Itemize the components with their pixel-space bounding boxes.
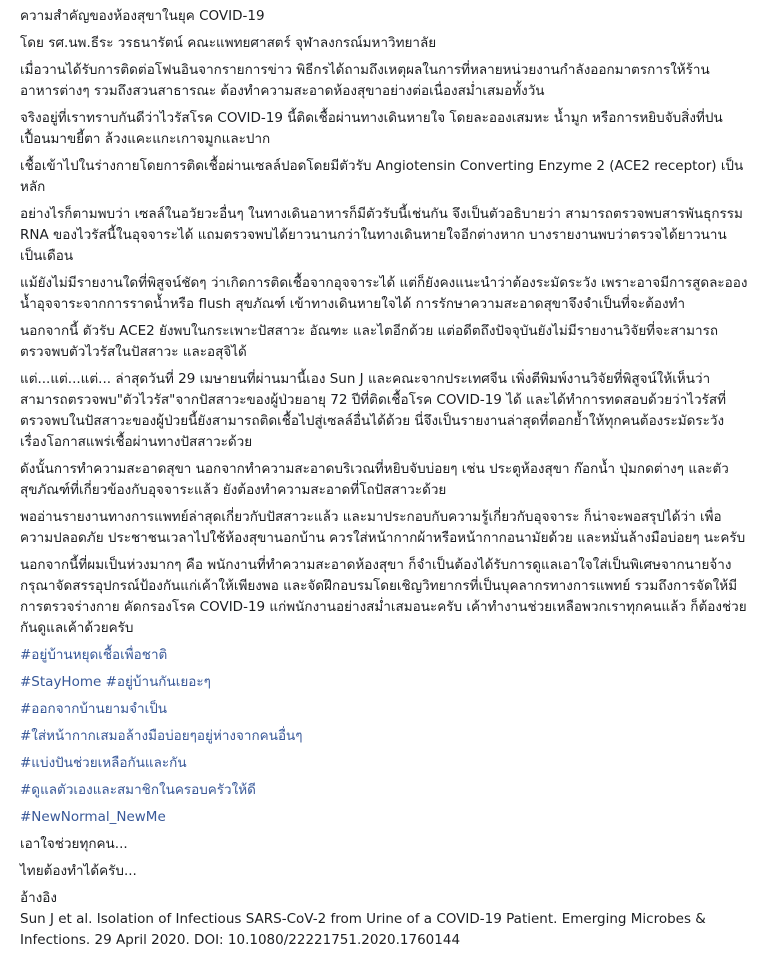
paragraph: เมื่อวานได้รับการติดต่อโฟนอินจากรายการข่าว พิธีกรได้ถามถึงเหตุผลในการที่หลายหน่วยงานกำลังออกมาตรการให้ร้านอาหารต่างๆ รวมถึงสวนสาธารณะ ต้องทำความสะอาดห้องสุขาอย่างต่อเนื่องสม่ำเสมอทั้งวัน: [20, 62, 710, 99]
paragraph: แม้ยังไม่มีรายงานใดที่พิสูจน์ชัดๆ ว่าเกิดการติดเชื้อจากอุจจาระได้ แต่ก็ยังคงแนะนำว่าต้องระมัดระวัง เพราะอาจมีการสูดละอองน้ำอุจจาระจากการราดน้ำหรือ flush สุขภัณฑ์ เข้าทางเดินหายใจได้ การรักษาความสะอาดสุขาจึงจำเป็นที่จะต้องทำ: [20, 275, 748, 312]
post-body: [20, 6, 748, 951]
post-author: โดย รศ.นพ.ธีระ วรธนารัตน์ คณะแพทยศาสตร์ จุฬาลงกรณ์มหาวิทยาลัย: [20, 35, 437, 51]
hashtag-link[interactable]: #แบ่งปันช่วยเหลือกันและกัน: [20, 755, 187, 771]
hashtag-link[interactable]: #StayHome #อยู่บ้านกันเยอะๆ: [20, 674, 211, 690]
paragraph: เชื้อเข้าไปในร่างกายโดยการติดเชื้อผ่านเซลล์ปอดโดยมีตัวรับ Angiotensin Converting Enzyme 2 (ACE2 receptor) เป็นหลัก: [20, 158, 744, 195]
closing-line: เอาใจช่วยทุกคน...: [20, 836, 128, 852]
paragraph: อย่างไรก็ตามพบว่า เซลล์ในอวัยวะอื่นๆ ในทางเดินอาหารก็มีตัวรับนี้เช่นกัน จึงเป็นตัวอธิบายว่า สามารถตรวจพบสารพันธุกรรม RNA ของไวรัสนี้ในอุจจาระได้ แถมตรวจพบได้ยาวนานกว่าในทางเดินหายใจอีกต่างหาก บางรายงานพบว่าตรวจได้ยาวนานเป็นเดือน: [20, 206, 743, 264]
paragraph: แต่...แต่...แต่... ล่าสุดวันที่ 29 เมษายนที่ผ่านมานี้เอง Sun J และคณะจากประเทศจีน เพิ่งตีพิมพ์งานวิจัยที่พิสูจน์ให้เห็นว่า สามารถตรวจพบ"ตัวไวรัส"จากปัสสาวะของผู้ป่วยอายุ 72 ปีที่ติดเชื้อโรค COVID-19 ได้ และได้ทำการทดสอบด้วยว่าไวรัสที่ตรวจพบในปัสสาวะของผู้ป่วยนี้ยังสามารถติดเชื้อไปสู่เซลล์อื่นได้ด้วย นี่จึงเป็นรายงานล่าสุดที่ตอกย้ำให้ทุกคนต้องระมัดระวังเรื่องโอกาสแพร่เชื้อผ่านทางปัสสาวะด้วย: [20, 371, 727, 450]
post-title: ความสำคัญของห้องสุขาในยุค COVID-19: [20, 8, 265, 24]
hashtag-link[interactable]: #อยู่บ้านหยุดเชื้อเพื่อชาติ: [20, 647, 168, 663]
paragraph: ดังนั้นการทำความสะอาดสุขา นอกจากทำความสะอาดบริเวณที่หยิบจับบ่อยๆ เช่น ประตูห้องสุขา ก๊อกน้ำ ปุ่มกดต่างๆ และตัวสุขภัณฑ์ที่เกี่ยวข้องกับอุจจาระแล้ว ยังต้องทำความสะอาดที่โถปัสสาวะด้วย: [20, 461, 729, 498]
paragraph: จริงอยู่ที่เราทราบกันดีว่าไวรัสโรค COVID-19 นี้ติดเชื้อผ่านทางเดินหายใจ โดยละอองเสมหะ น้ำมูก หรือการหยิบจับสิ่งที่ปนเปื้อนมาขยี้ตา ล้วงแคะแกะเกาจมูกและปาก: [20, 110, 723, 147]
hashtag-link[interactable]: #ใส่หน้ากากเสมอล้างมือบ่อยๆอยู่ห่างจากคนอื่นๆ: [20, 728, 303, 744]
paragraph: นอกจากนี้ที่ผมเป็นห่วงมากๆ คือ พนักงานที่ทำความสะอาดห้องสุขา ก็จำเป็นต้องได้รับการดูแลเอาใจใส่เป็นพิเศษจากนายจ้าง กรุณาจัดสรรอุปกรณ์ป้องกันแก่เค้าให้เพียงพอ และจัดฝึกอบรมโดยเชิญวิทยากรที่เป็นบุคลากรทางการแพทย์ รวมถึงการจัดให้มีการตรวจร่างกาย คัดกรองโรค COVID-19 แก่พนักงานอย่างสม่ำเสมอนะครับ เค้าทำงานช่วยเหลือพวกเราทุกคนแล้ว ก็ต้องช่วยกันดูแลเค้าด้วยครับ: [20, 557, 747, 636]
hashtag-link[interactable]: #NewNormal_NewMe: [20, 809, 166, 825]
hashtag-link[interactable]: #ดูแลตัวเองและสมาชิกในครอบครัวให้ดี: [20, 782, 256, 798]
paragraph: นอกจากนี้ ตัวรับ ACE2 ยังพบในกระเพาะปัสสาวะ อัณฑะ และไตอีกด้วย แต่อดีตถึงปัจจุบันยังไม่มีรายงานวิจัยที่จะสามารถตรวจพบตัวไวรัสในปัสสาวะ และอสุจิได้: [20, 323, 719, 360]
hashtag-link[interactable]: #ออกจากบ้านยามจำเป็น: [20, 701, 168, 717]
paragraph: พออ่านรายงานทางการแพทย์ล่าสุดเกี่ยวกับปัสสาวะแล้ว และมาประกอบกับความรู้เกี่ยวกับอุจจาระ ก็น่าจะพอสรุปได้ว่า เพื่อความปลอดภัย ประชาชนเวลาไปใช้ห้องสุขานอกบ้าน ควรใส่หน้ากากผ้าหรือหน้ากากอนามัยด้วย และหมั่นล้างมือบ่อยๆ นะครับ: [20, 509, 746, 546]
closing-line: ไทยต้องทำได้ครับ...: [20, 863, 137, 879]
reference-heading: อ้างอิง: [20, 890, 57, 906]
reference-citation: Sun J et al. Isolation of Infectious SARS-CoV-2 from Urine of a COVID-19 Patient. Emerging Microbes & Infections. 29 April 2020. DOI: 10.1080/22221751.2020.1760144: [20, 911, 706, 948]
